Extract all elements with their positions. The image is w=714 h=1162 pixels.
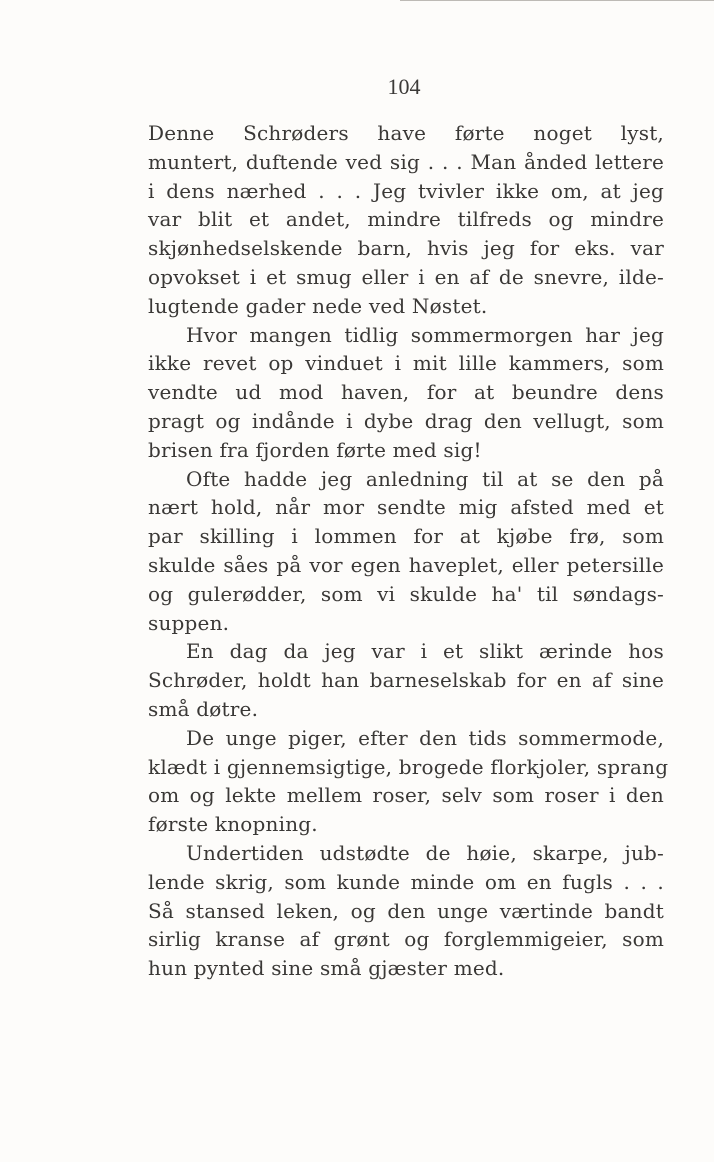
text-line: Schrøder, holdt han barneselskab for en af sine (148, 668, 664, 693)
paragraph-5 (148, 724, 669, 839)
text-line: lende skrig, som kunde minde om en fugls . . . (148, 869, 664, 894)
text-line: i dens nærhed . . . Jeg tvivler ikke om, at jeg (148, 178, 664, 203)
text-line: vendte ud mod haven, for at beundre dens (148, 380, 664, 405)
text-line: De unge piger, efter den tids sommermode, (186, 725, 664, 750)
paragraph-3 (148, 465, 664, 638)
paragraph-1 (148, 119, 664, 321)
top-edge-rule (400, 0, 714, 1)
text-line: brisen fra fjorden førte med sig! (148, 437, 482, 462)
page-number: 104 (387, 74, 421, 99)
paragraph-4 (148, 637, 664, 723)
text-line: ikke revet op vinduet i mit lille kammers, som (148, 351, 664, 376)
text-line: En dag da jeg var i et slikt ærinde hos (186, 639, 664, 664)
text-line: skjønhedselskende barn, hvis jeg for eks. var (148, 236, 664, 261)
text-line: var blit et andet, mindre tilfreds og mindre (148, 207, 664, 232)
text-line: Hvor mangen tidlig sommermorgen har jeg (186, 322, 664, 347)
text-line: opvokset i et smug eller i en af de snevre, ilde- (148, 264, 664, 289)
text-line: sirlig kranse af grønt og forglemmigeier, som (148, 927, 664, 952)
text-line: par skilling i lommen for at kjøbe frø, som (148, 524, 664, 549)
text-line: og gulerødder, som vi skulde ha' til søndags- (148, 581, 664, 606)
text-line: lugtende gader nede ved Nøstet. (148, 293, 488, 318)
paragraph-6 (148, 839, 664, 983)
text-line: små døtre. (148, 696, 259, 721)
text-line: hun pynted sine små gjæster med. (148, 956, 505, 981)
text-line: muntert, duftende ved sig . . . Man ånded lettere (148, 149, 664, 174)
text-line: klædt i gjennemsigtige, brogede florkjoler, sprang (148, 754, 669, 779)
text-line: Denne Schrøders have førte noget lyst, (148, 121, 664, 145)
paragraph-2 (148, 321, 664, 465)
text-line: suppen. (148, 610, 230, 635)
text-line: nært hold, når mor sendte mig afsted med et (148, 495, 664, 520)
text-line: Undertiden udstødte de høie, skarpe, jub- (186, 840, 664, 865)
body-text (148, 119, 669, 983)
text-line: Så stansed leken, og den unge værtinde bandt (148, 898, 664, 923)
text-line: pragt og indånde i dybe drag den vellugt, som (148, 408, 664, 433)
text-line: om og lekte mellem roser, selv som roser i den (148, 783, 664, 808)
text-line: skulde såes på vor egen haveplet, eller petersille (148, 552, 664, 577)
text-line: første knopning. (148, 812, 318, 837)
text-line: Ofte hadde jeg anledning til at se den på (186, 466, 664, 491)
